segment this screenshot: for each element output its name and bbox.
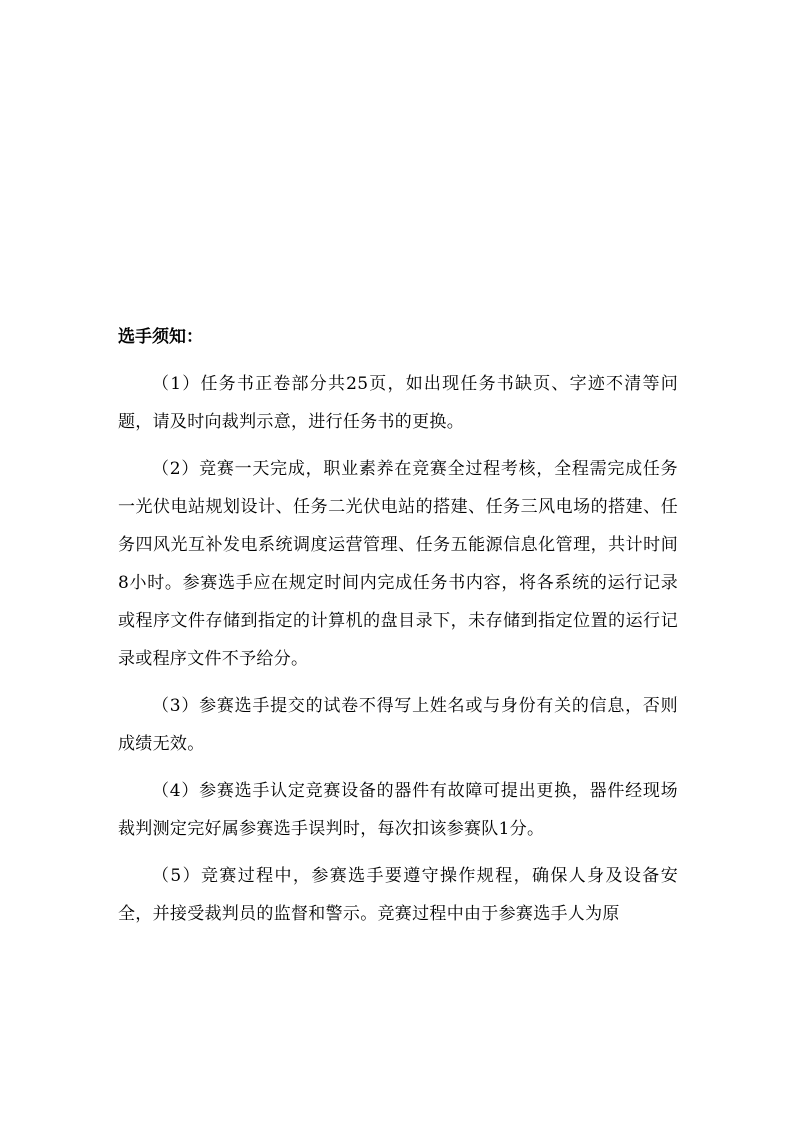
section-heading: 选手须知： xyxy=(118,327,203,347)
paragraph-1: （1）任务书正卷部分共25页，如出现任务书缺页、字迹不清等问题，请及时向裁判示意，进行任务书的更换。 xyxy=(118,374,678,432)
paragraph-2: （2）竞赛一天完成，职业素养在竞赛全过程考核，全程需完成任务一光伏电站规划设计、任务二光伏电站的搭建、任务三风电场的搭建、任务四风光互补发电系统调度运营管理、任务五能源信息化管理，共计时间8小时。参赛选手应在规定时间内完成任务书内容，将各系统的运行记录或程序文件存储到指定的计算机的盘目录下，未存储到指定位置的运行记录或程序文件不予给分。 xyxy=(118,459,678,669)
document-body xyxy=(118,318,678,942)
paragraph-3: （3）参赛选手提交的试卷不得写上姓名或与身份有关的信息，否则成绩无效。 xyxy=(118,696,678,754)
paragraph-5: （5）竞赛过程中，参赛选手要遵守操作规程，确保人身及设备安全，并接受裁判员的监督和警示。竞赛过程中由于参赛选手人为原 xyxy=(118,866,678,924)
paragraph-4: （4）参赛选手认定竞赛设备的器件有故障可提出更换，器件经现场裁判测定完好属参赛选手误判时，每次扣该参赛队1分。 xyxy=(118,781,678,839)
